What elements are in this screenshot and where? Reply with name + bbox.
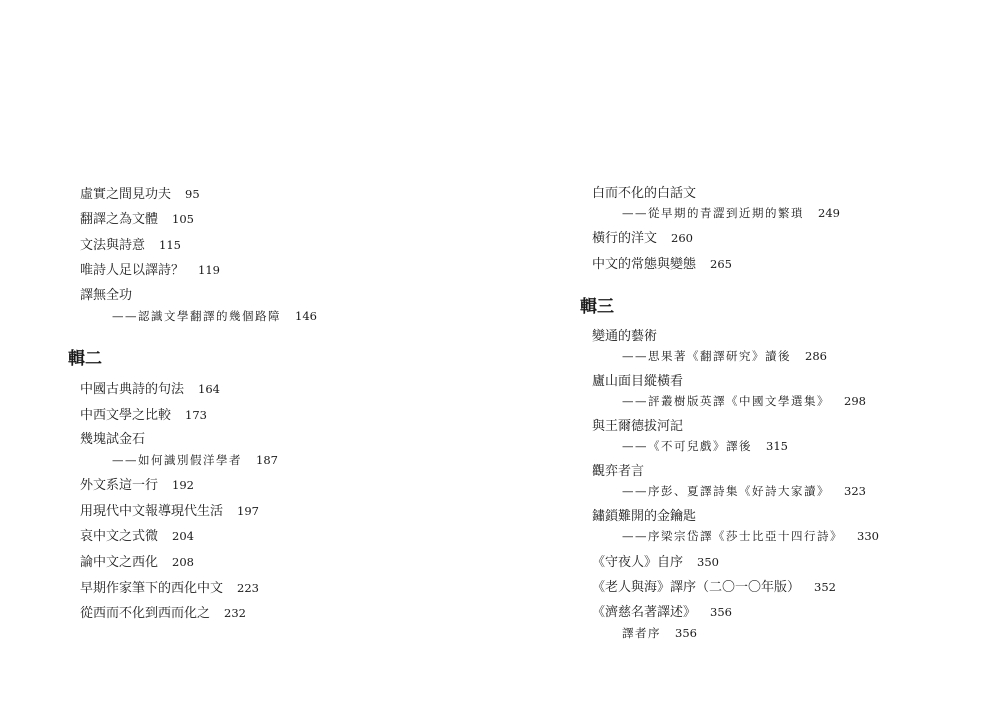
- entry-title: 從西而不化到西而化之: [80, 606, 211, 621]
- toc-entry: [592, 604, 732, 621]
- page-number: 173: [185, 408, 207, 422]
- entry-title: 中文的常態與變態: [592, 257, 697, 272]
- entry-subtitle: ——序梁宗岱譯《莎士比亞十四行詩》: [622, 529, 843, 543]
- toc-entry: [592, 256, 732, 273]
- toc-subtitle: [622, 394, 866, 408]
- page-number: 330: [857, 529, 879, 543]
- page-number: 208: [172, 555, 194, 569]
- toc-subtitle: [622, 484, 866, 498]
- entry-title: 廬山面目縱橫看: [592, 374, 684, 389]
- entry-title: 用現代中文報導現代生活: [80, 504, 224, 519]
- toc-subtitle: [622, 626, 697, 640]
- page-number: 350: [697, 555, 719, 569]
- page-number: 352: [814, 580, 836, 594]
- page-number: 315: [766, 439, 788, 453]
- entry-title: 觀弈者言: [592, 464, 645, 479]
- entry-title: 唯詩人足以譯詩？: [80, 263, 185, 278]
- entry-title: 《老人與海》譯序（二〇一〇年版）: [592, 580, 801, 595]
- toc-entry: [592, 554, 719, 571]
- entry-title: 翻譯之為文體: [80, 212, 159, 227]
- toc-entry: [592, 464, 644, 480]
- toc-entry: [592, 230, 693, 247]
- page-number: 204: [172, 529, 194, 543]
- entry-subtitle: ——評叢樹版英譯《中國文學選集》: [622, 394, 830, 408]
- toc-entry: [592, 579, 836, 596]
- page-number: 119: [198, 263, 220, 277]
- entry-subtitle: ——思果著《翻譯研究》讀後: [622, 349, 791, 363]
- page-number: 260: [671, 231, 693, 245]
- entry-title: 文法與詩意: [80, 238, 146, 253]
- page-number: 187: [256, 453, 278, 467]
- entry-title: 中西文學之比較: [80, 408, 172, 423]
- toc-entry: [592, 329, 657, 345]
- entry-title: 鏽鎖難開的金鑰匙: [592, 509, 697, 524]
- entry-title: 外文系這一行: [80, 478, 159, 493]
- entry-title: 變通的藝術: [592, 329, 658, 344]
- page-number: 105: [172, 212, 194, 226]
- entry-title: 虛實之間見功夫: [80, 187, 172, 202]
- toc-subtitle: [622, 529, 879, 543]
- page-number: 298: [844, 394, 866, 408]
- page-number: 146: [295, 309, 317, 323]
- entry-subtitle: ——《不可兒戲》譯後: [622, 439, 752, 453]
- entry-subtitle: ——從早期的青澀到近期的繁瑣: [622, 206, 804, 220]
- toc-entry: [592, 374, 683, 390]
- entry-subtitle: 譯者序: [622, 626, 661, 640]
- toc-entry: [592, 509, 696, 525]
- entry-title: 早期作家筆下的西化中文: [80, 581, 224, 596]
- entry-title: 橫行的洋文: [592, 231, 658, 246]
- page-number: 197: [237, 504, 259, 518]
- page-number: 286: [805, 349, 827, 363]
- entry-subtitle: ——認識文學翻譯的幾個路障: [112, 309, 281, 323]
- entry-title: 白而不化的白話文: [592, 186, 697, 201]
- entry-title: 與王爾德拔河記: [592, 419, 684, 434]
- page-number: 192: [172, 478, 194, 492]
- page-number: 265: [710, 257, 732, 271]
- entry-title: 幾塊試金石: [80, 432, 146, 447]
- entry-subtitle: ——如何識別假洋學者: [112, 453, 242, 467]
- entry-subtitle: ——序彭、夏譯詩集《好詩大家讀》: [622, 484, 830, 498]
- toc-subtitle: [622, 349, 827, 363]
- page-number: 232: [224, 606, 246, 620]
- entry-title: 《守夜人》自序: [592, 555, 684, 570]
- entry-title: 譯無全功: [80, 288, 133, 303]
- section-heading: 輯三: [580, 297, 614, 317]
- page-number: 323: [844, 484, 866, 498]
- entry-title: 論中文之西化: [80, 555, 159, 570]
- toc-entry: [592, 186, 696, 202]
- page-number: 356: [710, 605, 732, 619]
- page-number: 115: [159, 238, 181, 252]
- page-number: 249: [818, 206, 840, 220]
- page-number: 223: [237, 581, 259, 595]
- entry-title: 《濟慈名著譯述》: [592, 605, 697, 620]
- entry-title: 中國古典詩的句法: [80, 382, 185, 397]
- entry-title: 哀中文之式微: [80, 529, 159, 544]
- page-number: 95: [185, 187, 200, 201]
- toc-subtitle: [622, 439, 788, 453]
- toc-entry: [592, 419, 683, 435]
- page-number: 164: [198, 382, 220, 396]
- toc-subtitle: [622, 206, 840, 220]
- section-heading: 輯二: [68, 349, 102, 369]
- page-number: 356: [675, 626, 697, 640]
